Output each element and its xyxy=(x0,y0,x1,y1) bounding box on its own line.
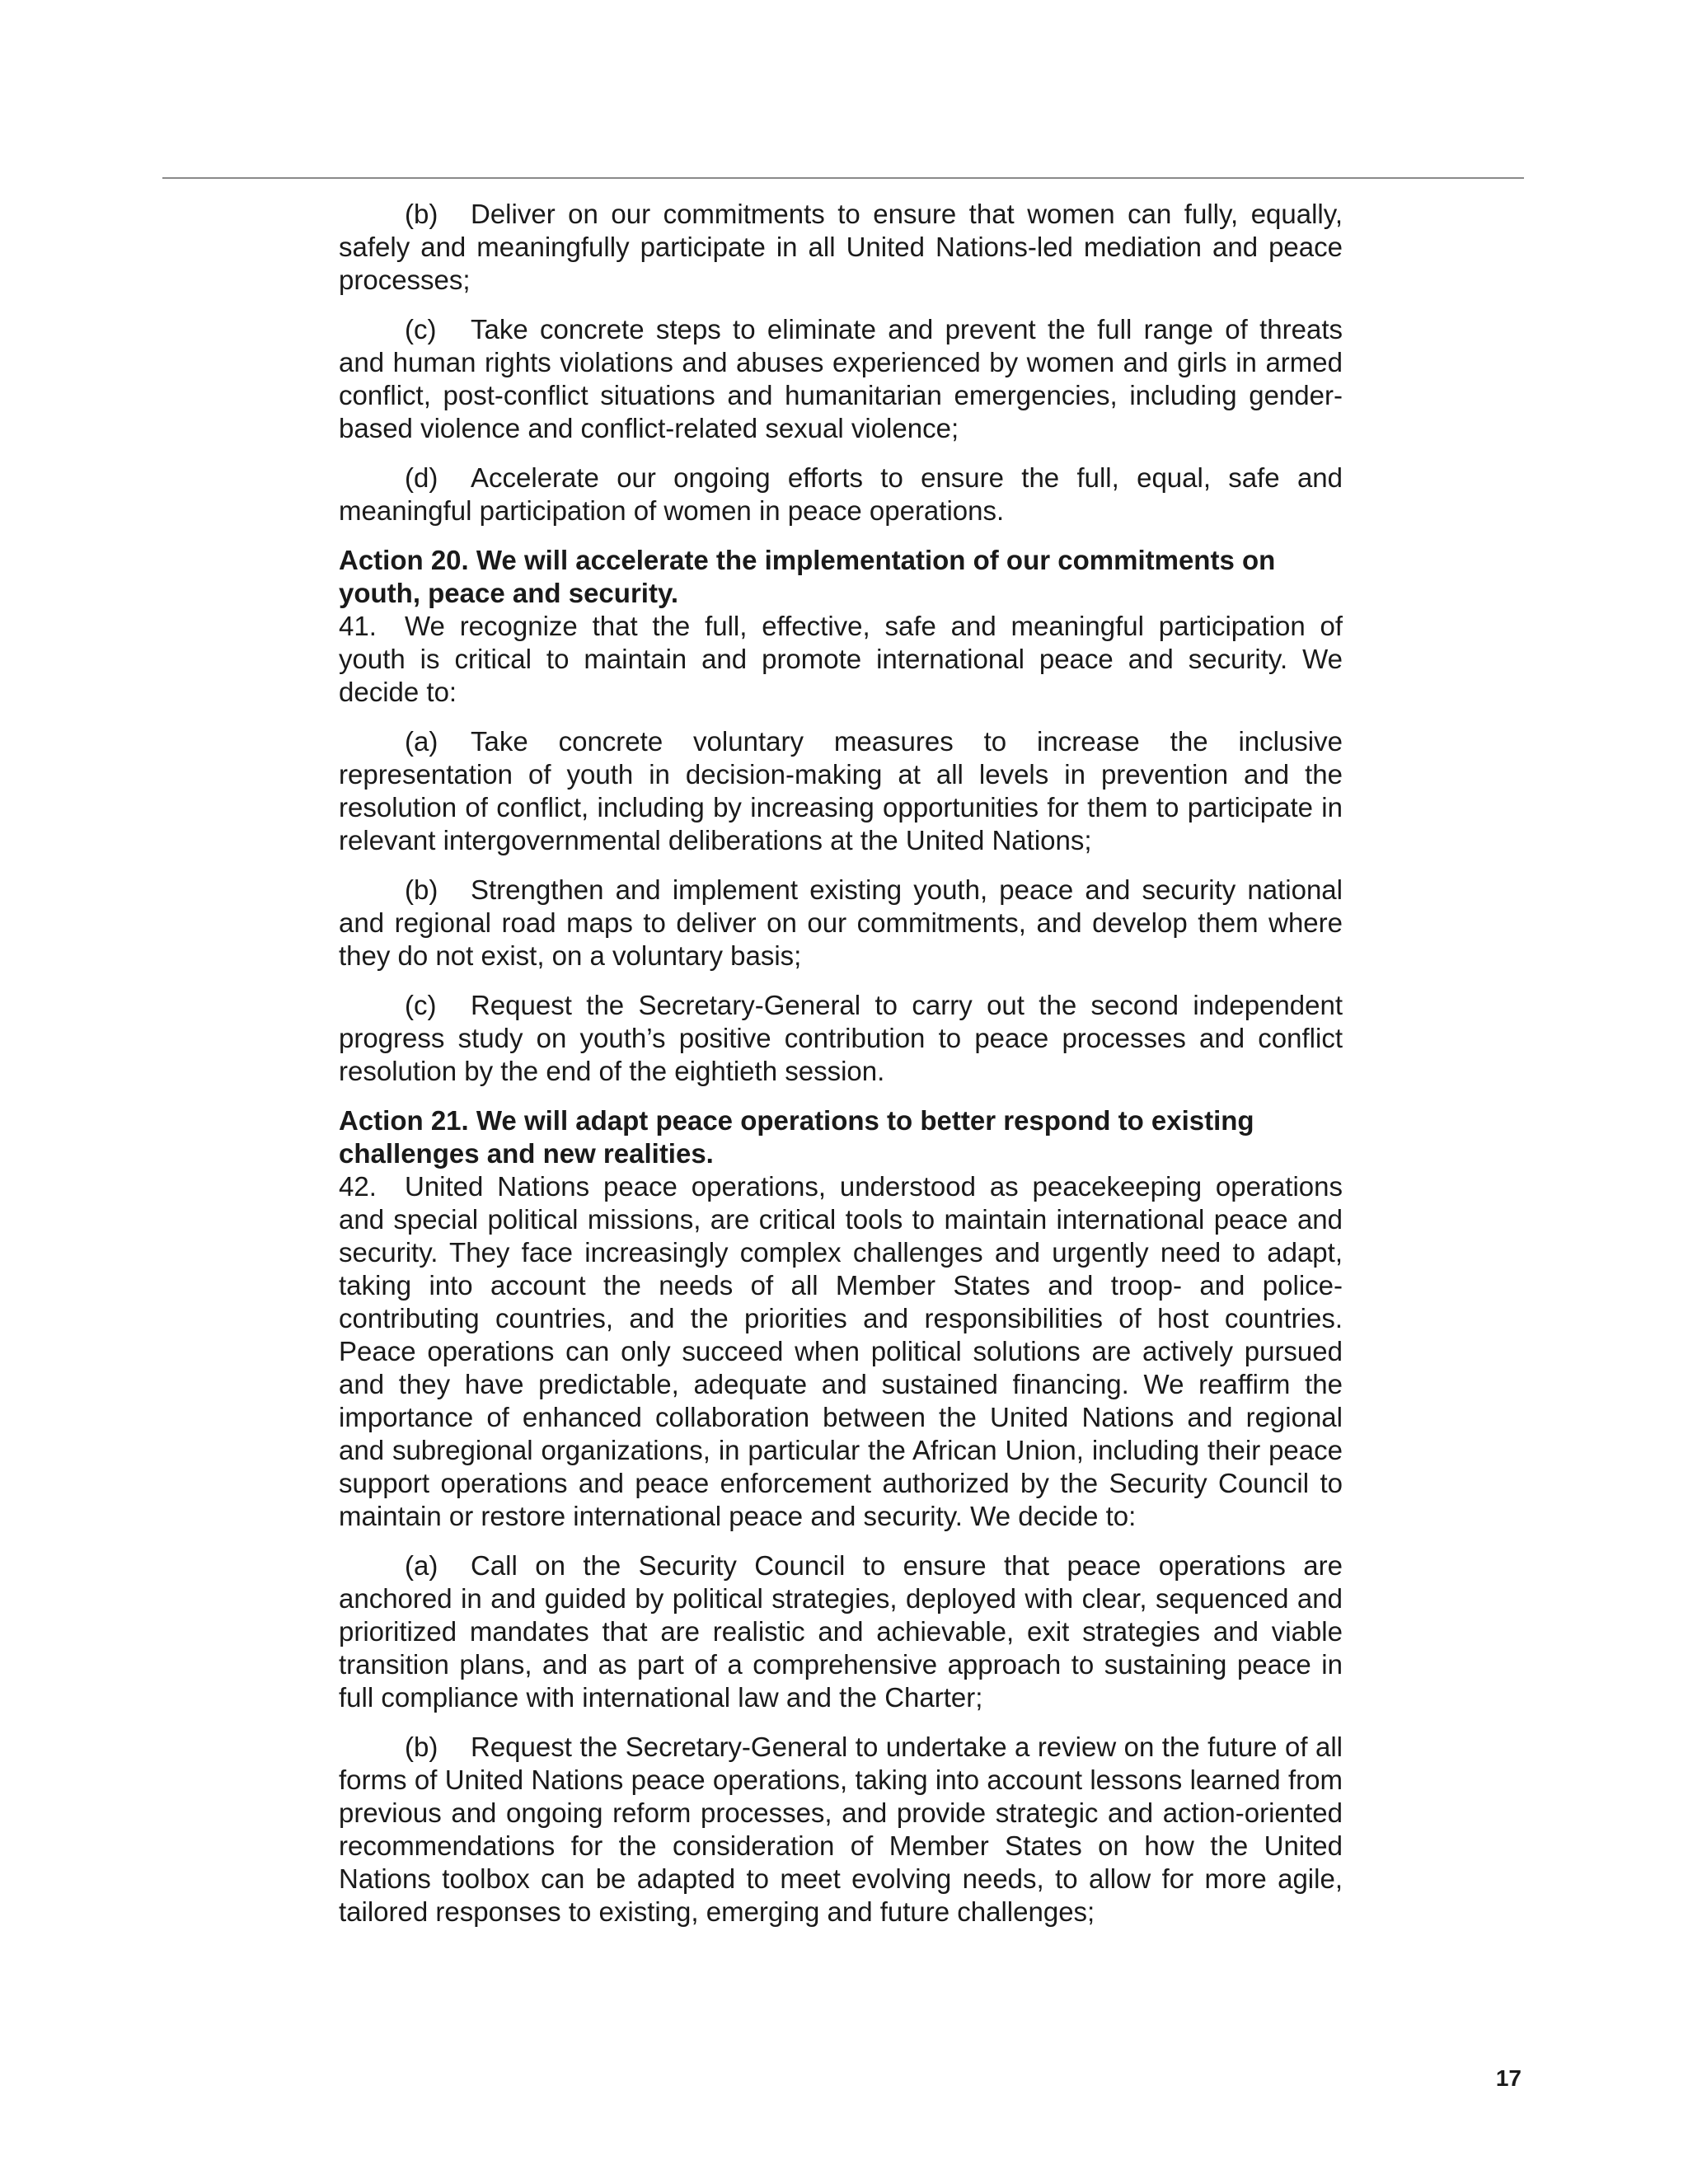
subparagraph-c-youth xyxy=(339,989,1343,1088)
subparagraph-d-women xyxy=(339,462,1343,527)
subparagraph-text: Deliver on our commitments to ensure that women can fully, equally, safely and meaningfully participate in all United Nations-led mediation and peace processes; xyxy=(339,199,1343,295)
page-number: 17 xyxy=(1495,2065,1522,2091)
subparagraph-label: (a) xyxy=(405,726,438,757)
subparagraph-a-peace-ops xyxy=(339,1549,1343,1714)
header-rule xyxy=(162,177,1524,179)
subparagraph-label: (c) xyxy=(405,990,437,1020)
document-body xyxy=(339,198,1343,1945)
subparagraph-b-peace-ops xyxy=(339,1731,1343,1929)
action-20-heading: Action 20. We will accelerate the implementation of our commitments on youth, peace and security. xyxy=(339,545,1276,608)
subparagraph-label: (b) xyxy=(405,874,438,905)
subparagraph-b-women xyxy=(339,198,1343,297)
subparagraph-label: (a) xyxy=(405,1550,438,1581)
paragraph-41 xyxy=(339,610,1343,709)
subparagraph-text: Take concrete steps to eliminate and prevent the full range of threats and human rights violations and abuses experienced by women and girls in armed conflict, post-conflict situations and humanitarian emergencies, including gender-based violence and conflict-related sexual violence; xyxy=(339,314,1343,443)
subparagraph-label: (c) xyxy=(405,314,437,344)
subparagraph-text: Call on the Security Council to ensure that peace operations are anchored in and guided by political strategies, deployed with clear, sequenced and prioritized mandates that are realistic and achievable, exit strategies and viable transition plans, and as part of a comprehensive approach to sustaining peace in full compliance with international law and the Charter; xyxy=(339,1550,1343,1713)
subparagraph-text: Request the Secretary-General to carry out the second independent progress study on youth’s positive contribution to peace processes and conflict resolution by the end of the eightieth session. xyxy=(339,990,1343,1086)
subparagraph-b-youth xyxy=(339,874,1343,972)
subparagraph-label: (b) xyxy=(405,199,438,229)
paragraph-42 xyxy=(339,1170,1343,1533)
subparagraph-text: Request the Secretary-General to undertake a review on the future of all forms of United Nations peace operations, taking into account lessons learned from previous and ongoing reform processes, and provide strategic and action-oriented recommendations for the consideration of Member States on how the United Nations toolbox can be adapted to meet evolving needs, to allow for more agile, tailored responses to existing, emerging and future challenges; xyxy=(339,1732,1343,1927)
subparagraph-label: (b) xyxy=(405,1732,438,1762)
subparagraph-text: Strengthen and implement existing youth, peace and security national and regional road maps to deliver on our commitments, and develop them where they do not exist, on a voluntary basis; xyxy=(339,874,1343,971)
paragraph-number: 41. xyxy=(339,611,377,641)
subparagraph-text: Accelerate our ongoing efforts to ensure the full, equal, safe and meaningful participation of women in peace operations. xyxy=(339,462,1343,526)
paragraph-text: United Nations peace operations, understood as peacekeeping operations and special political missions, are critical tools to maintain international peace and security. They face increasingly complex challenges and urgently need to adapt, taking into account the needs of all Member States and troop- and police-contributing countries, and the priorities and responsibilities of host countries. Peace operations can only succeed when political solutions are actively pursued and they have predictable, adequate and sustained financing. We reaffirm the importance of enhanced collaboration between the United Nations and regional and subregional organizations, in particular the African Union, including their peace support operations and peace enforcement authorized by the Security Council to maintain or restore international peace and security. We decide to: xyxy=(339,1171,1343,1531)
subparagraph-label: (d) xyxy=(405,462,438,493)
paragraph-number: 42. xyxy=(339,1171,377,1202)
subparagraph-a-youth xyxy=(339,725,1343,857)
paragraph-text: We recognize that the full, effective, safe and meaningful participation of youth is critical to maintain and promote international peace and security. We decide to: xyxy=(339,611,1343,707)
action-21-heading: Action 21. We will adapt peace operations to better respond to existing challenges and new realities. xyxy=(339,1105,1254,1169)
subparagraph-c-women xyxy=(339,313,1343,445)
subparagraph-text: Take concrete voluntary measures to increase the inclusive representation of youth in decision-making at all levels in prevention and the resolution of conflict, including by increasing opportunities for them to participate in relevant intergovernmental deliberations at the United Nations; xyxy=(339,726,1343,855)
